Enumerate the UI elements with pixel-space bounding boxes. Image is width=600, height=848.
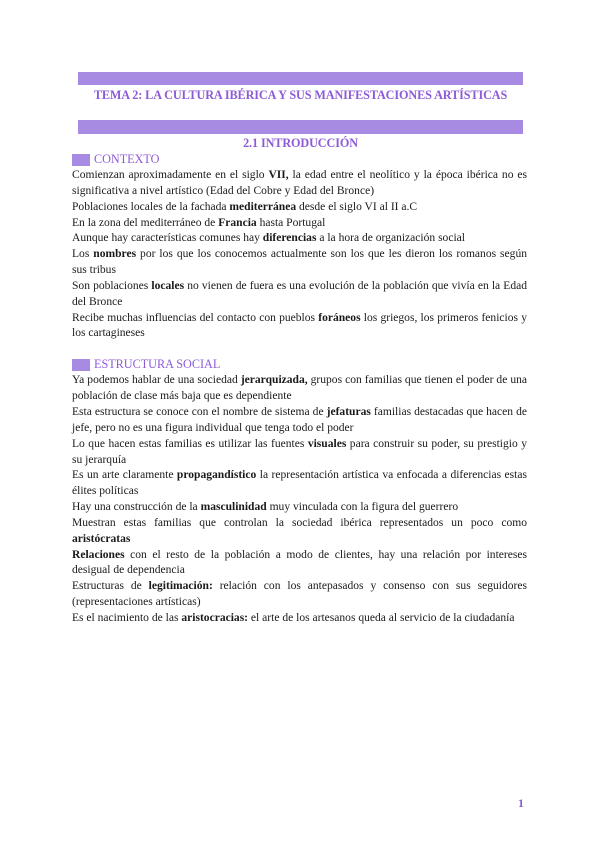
text-run: por los que los conocemos actualmente son los que les dieron los romanos según sus tribus — [72, 248, 528, 277]
document-body — [72, 152, 527, 627]
bold-term: propagandístico — [176, 469, 257, 482]
text-run: para construir su poder, su prestigio y su jerarquía — [72, 437, 527, 466]
paragraph — [72, 611, 527, 627]
text-run: grupos con familias que tienen el poder de una población de clase más baja que es dependiente — [72, 374, 528, 403]
section-heading — [72, 357, 527, 373]
paragraph — [72, 500, 527, 516]
paragraph — [72, 247, 527, 279]
text-run: hasta Portugal — [256, 216, 326, 229]
bold-term: jefaturas — [326, 405, 371, 418]
text-run: Recibe muchas influencias del contacto con pueblos — [72, 311, 319, 324]
paragraph — [72, 579, 527, 611]
paragraph — [72, 468, 527, 500]
text-run: familias destacadas que hacen de jefe, pero no es una figura individual que tenga todo el poder — [72, 405, 527, 434]
paragraph — [72, 405, 527, 437]
text-run: Estructuras de — [72, 580, 149, 593]
bold-term: Francia — [218, 216, 257, 229]
text-run: con el resto de la población a modo de clientes, hay una relación por intereses desigual de dependencia — [72, 548, 527, 577]
text-run: En la zona del mediterráneo de — [72, 216, 219, 229]
text-run: Es el nacimiento de las — [72, 611, 182, 624]
text-run: Poblaciones locales de la fachada — [72, 200, 230, 213]
text-run: Comienzan aproximadamente en el siglo — [72, 169, 269, 181]
text-run: Ya podemos hablar de una sociedad — [72, 374, 241, 387]
text-run: muy vinculada con la figura del guerrero — [266, 501, 459, 514]
bold-term: aristocracias: — [181, 611, 249, 624]
paragraph — [72, 516, 527, 548]
text-run: los griegos, los primeros fenicios y los cartagineses — [72, 311, 527, 340]
paragraph — [72, 216, 527, 232]
paragraph — [72, 231, 527, 247]
text-run: Muestran estas familias que controlan la sociedad ibérica representados un poco como — [72, 516, 527, 529]
text-run: la representación artística va enfocada a diferencias estas élites políticas — [72, 469, 528, 498]
bold-term: VII, — [268, 169, 289, 181]
section-heading-text: CONTEXTO — [94, 152, 160, 167]
text-run: Los — [72, 248, 94, 261]
paragraph — [72, 200, 527, 216]
text-run: desde el siglo VI al II a.C — [296, 200, 418, 213]
text-run: relación con los antepasados y consenso con sus seguidores (representaciones artísticas) — [72, 580, 527, 609]
paragraph — [72, 279, 527, 311]
bold-term: legitimación: — [148, 580, 213, 593]
section-heading — [72, 152, 527, 168]
bold-term: nombres — [93, 248, 137, 261]
text-run: Aunque hay características comunes hay — [72, 232, 263, 245]
text-run: el arte de los artesanos queda al servicio de la ciudadanía — [248, 611, 515, 624]
section-subtitle: 2.1 INTRODUCCIÓN — [243, 136, 358, 150]
paragraph — [72, 548, 527, 580]
bold-term: foráneos — [318, 311, 361, 324]
paragraph — [72, 373, 527, 405]
heading-marker-icon — [72, 154, 90, 166]
page-number: 1 — [518, 796, 524, 810]
paragraph — [72, 437, 527, 469]
text-run: a la hora de organización social — [316, 232, 466, 245]
title-top-band — [78, 72, 523, 85]
text-run: Hay una construcción de la — [72, 501, 201, 514]
paragraph — [72, 311, 527, 343]
bold-term: visuales — [307, 437, 347, 450]
document-title: TEMA 2: LA CULTURA IBÉRICA Y SUS MANIFESTACIONES ARTÍSTICAS — [93, 88, 508, 102]
text-run: la edad entre el neolítico y la época ibérica no es significativa a nivel artístico (Edad del Cobre y Edad del Bronce) — [72, 169, 527, 197]
bold-term: masculinidad — [200, 501, 267, 514]
bold-term: mediterránea — [229, 200, 297, 213]
text-run: Lo que hacen estas familias es utilizar las fuentes — [72, 437, 308, 450]
text-run: Son poblaciones — [72, 279, 152, 292]
text-run: Es un arte claramente — [72, 469, 177, 482]
text-run: no vienen de fuera es una evolución de la población que vivía en la Edad del Bronce — [72, 279, 528, 308]
section-heading-text: ESTRUCTURA SOCIAL — [94, 357, 221, 372]
bold-term: Relaciones — [72, 548, 125, 561]
section-gap — [72, 342, 527, 357]
title-bottom-band — [78, 120, 523, 134]
bold-term: locales — [151, 279, 185, 292]
text-run: Esta estructura se conoce con el nombre de sistema de — [72, 405, 327, 418]
bold-term: diferencias — [262, 232, 317, 245]
bold-term: jerarquizada, — [240, 374, 308, 387]
bold-term: aristócratas — [72, 532, 131, 545]
paragraph — [72, 168, 527, 200]
heading-marker-icon — [72, 359, 90, 371]
